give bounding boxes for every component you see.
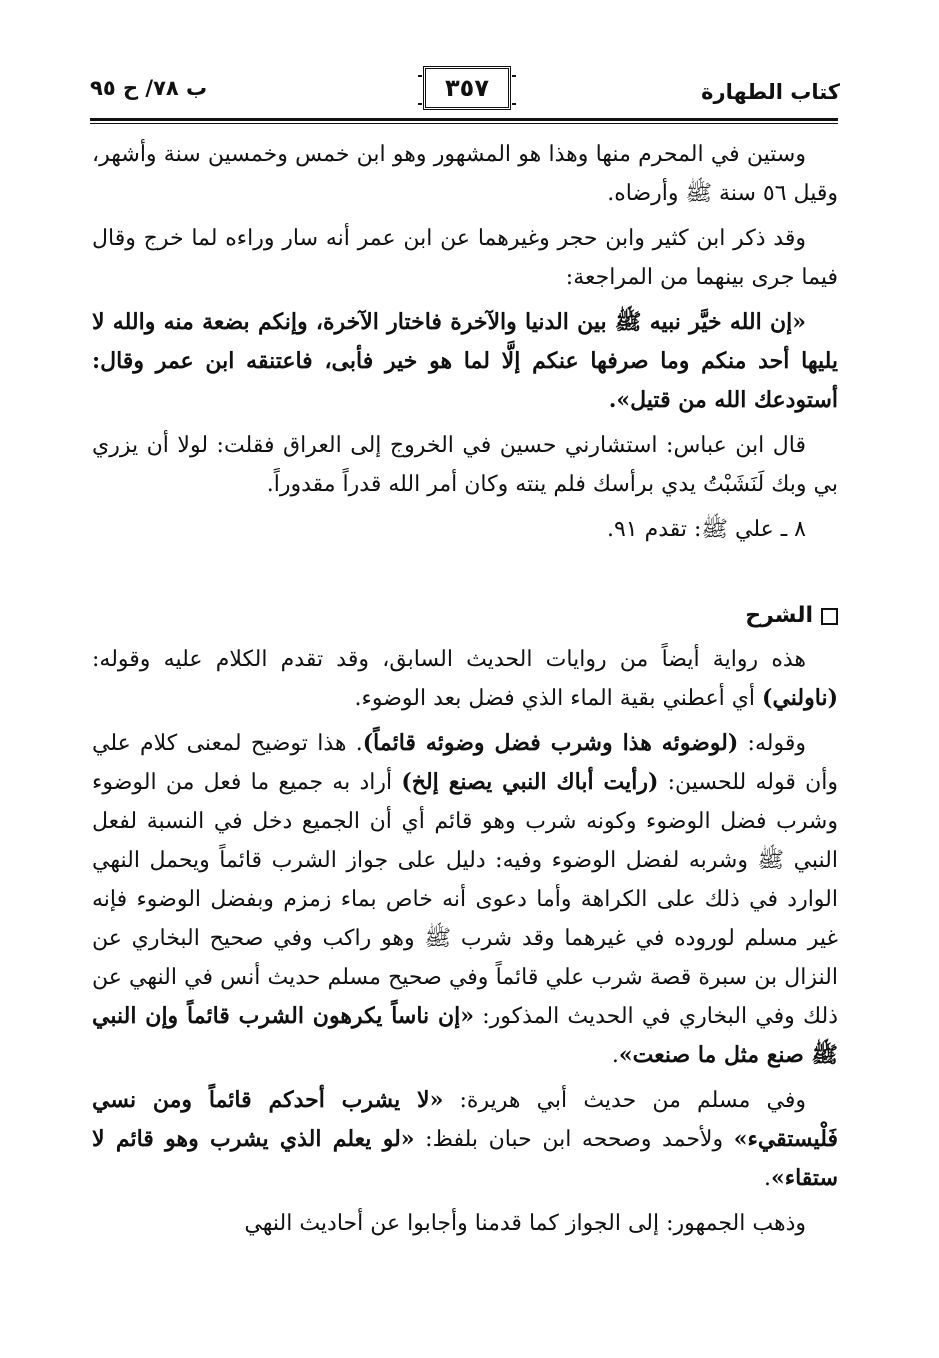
commentary-text xyxy=(92,640,838,1243)
paragraph: قال ابن عباس: استشارني حسين في الخروج إلى العراق فقلت: لولا أن يزري بي وبك لَنَشَبْتُ يدي برأسك فلم ينته وكان أمر الله قدراً مقدوراً. xyxy=(92,433,838,497)
paragraph: وقد ذكر ابن كثير وابن حجر وغيرهما عن ابن عمر أنه سار وراءه لما خرج وقال فيما جرى بينهما من المراجعة: xyxy=(92,226,838,290)
header-rule-thin xyxy=(90,123,838,124)
square-bullet-icon xyxy=(821,608,838,625)
bold-term: (ناولني) xyxy=(762,685,838,711)
page-number: ٣٥٧ xyxy=(423,66,511,110)
bold-quote: «لو يعلم الذي يشرب وهو قائم لا ستقاء» xyxy=(92,1126,838,1191)
quote-paragraph: «إن الله خيَّر نبيه ﷺ بين الدنيا والآخرة فاختار الآخرة، وإنكم بضعة منه والله لا يليها أحد منكم وما صرفها عنكم إلَّا لما هو خير فأبى، فاعتنقه ابن عمر وقال: أستودعك الله من قتيل». xyxy=(92,309,838,413)
bold-quote: «إن ناساً يكرهون الشرب قائماً وإن النبي ﷺ صنع مثل ما صنعت» xyxy=(92,1003,838,1068)
paragraph: وستين في المحرم منها وهذا هو المشهور وهو ابن خمس وخمسين سنة وأشهر، وقيل ٥٦ سنة ﷺ وأرضاه. xyxy=(92,142,838,206)
book-title: كتاب الطهارة xyxy=(701,80,840,104)
paragraph: هذه رواية أيضاً من روايات الحديث السابق، وقد تقدم الكلام عليه وقوله: (ناولني) أي أعطني بقية الماء الذي فضل بعد الوضوء. xyxy=(92,647,838,711)
paragraph: وفي مسلم من حديث أبي هريرة: «لا يشرب أحدكم قائماً ومن نسي فَلْيستقيء» ولأحمد وصححه ابن حبان بلفظ: «لو يعلم الذي يشرب وهو قائم لا ستقاء». xyxy=(92,1087,838,1191)
chapter-hadith-reference: ب ٧٨/ ح ٩٥ xyxy=(90,76,208,100)
page-header xyxy=(90,62,840,118)
biography-text xyxy=(92,135,838,549)
bold-term: (لوضوئه هذا وشرب فضل وضوئه قائماً) xyxy=(362,730,739,756)
paragraph: وقوله: (لوضوئه هذا وشرب فضل وضوئه قائماً). هذا توضيح لمعنى كلام علي وأن قوله للحسين: (رأيت أباك النبي يصنع إلخ) أراد به جميع ما فعل من الوضوء وشرب فضل الوضوء وكونه شرب وهو قائم أي أن الجميع دخل في النسبة لفعل النبي ﷺ وشربه لفضل الوضوء وفيه: دليل على جواز الشرب قائماً ويحمل النهي الوارد في ذلك على الكراهة وأما دعوى أنه خاص بماء زمزم وبفضل الوضوء فإنه غير مسلم لوروده في غيرهما وقد شرب ﷺ وهو راكب وفي صحيح البخاري عن النزال بن سبرة قصة شرب علي قائماً وفي صحيح مسلم حديث أنس في النهي عن ذلك وفي البخاري في الحديث المذكور: «إن ناساً يكرهون الشرب قائماً وإن النبي ﷺ صنع مثل ما صنعت». xyxy=(92,730,839,1068)
section-title: الشرح xyxy=(745,603,813,628)
paragraph: ٨ ـ علي ﷺ: تقدم ٩١. xyxy=(606,517,806,542)
bold-term: (رأيت أباك النبي يصنع إلخ) xyxy=(401,769,659,795)
paragraph: وذهب الجمهور: إلى الجواز كما قدمنا وأجابوا عن أحاديث النهي xyxy=(244,1211,806,1236)
bold-quote: «لا يشرب أحدكم قائماً ومن نسي فَلْيستقيء» xyxy=(92,1087,838,1152)
section-heading xyxy=(745,603,838,628)
header-rule xyxy=(90,118,838,121)
